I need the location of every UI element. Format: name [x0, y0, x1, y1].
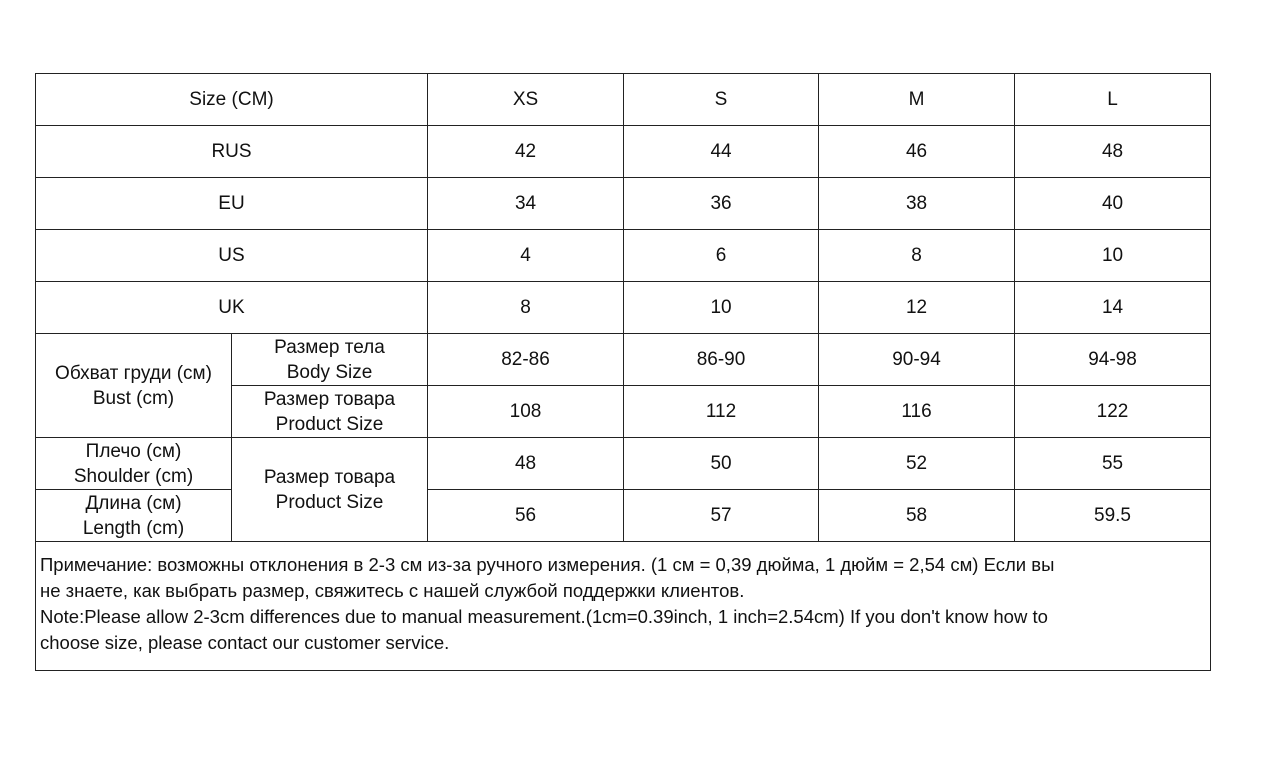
note-row — [36, 542, 1211, 671]
body-size-label-en: Body Size — [286, 361, 373, 383]
shoulder-value-s: 50 — [624, 438, 819, 490]
length-value-m: 58 — [819, 490, 1015, 542]
eu-value-s: 36 — [624, 178, 819, 230]
shoulder-label-en: Shoulder (cm) — [73, 465, 194, 487]
note-ru-line-1: Примечание: возможны отклонения в 2-3 см из-за ручного измерения. (1 см = 0,39 дюйма, 1 дюйм = 2,54 см) Если вы — [40, 554, 1055, 575]
size-header-m: M — [819, 74, 1015, 126]
bust-product-value-s: 112 — [624, 386, 819, 438]
note-en-line-2: choose size, please contact our customer service. — [40, 632, 450, 653]
length-value-xs: 56 — [428, 490, 624, 542]
product-size-merged-label — [232, 438, 428, 542]
uk-value-xs: 8 — [428, 282, 624, 334]
bust-label-en: Bust (cm) — [92, 387, 175, 409]
uk-row — [36, 282, 1211, 334]
bust-label-ru: Обхват груди (см) — [55, 362, 212, 384]
uk-value-m: 12 — [819, 282, 1015, 334]
bust-body-value-xs: 82-86 — [428, 334, 624, 386]
uk-value-s: 10 — [624, 282, 819, 334]
shoulder-value-xs: 48 — [428, 438, 624, 490]
size-header-xs: XS — [428, 74, 624, 126]
rus-value-xs: 42 — [428, 126, 624, 178]
us-row — [36, 230, 1211, 282]
eu-label: EU — [36, 178, 428, 230]
product-size-label-ru: Размер товара — [263, 388, 396, 410]
eu-value-xs: 34 — [428, 178, 624, 230]
size-header-s: S — [624, 74, 819, 126]
size-chart-table — [35, 73, 1211, 671]
us-value-l: 10 — [1015, 230, 1211, 282]
product-size-label-en: Product Size — [275, 413, 384, 435]
shoulder-label — [36, 438, 232, 490]
bust-body-value-l: 94-98 — [1015, 334, 1211, 386]
rus-value-s: 44 — [624, 126, 819, 178]
bust-body-value-m: 90-94 — [819, 334, 1015, 386]
rus-value-m: 46 — [819, 126, 1015, 178]
us-value-xs: 4 — [428, 230, 624, 282]
length-label-en: Length (cm) — [82, 517, 185, 539]
shoulder-value-l: 55 — [1015, 438, 1211, 490]
body-size-label-ru: Размер тела — [274, 336, 385, 358]
product-size-merged-ru: Размер товара — [263, 466, 396, 488]
eu-value-l: 40 — [1015, 178, 1211, 230]
length-value-s: 57 — [624, 490, 819, 542]
rus-row — [36, 126, 1211, 178]
product-size-merged-en: Product Size — [275, 491, 384, 513]
us-value-m: 8 — [819, 230, 1015, 282]
bust-label — [36, 334, 232, 438]
measurement-note — [36, 542, 1211, 671]
bust-body-row — [36, 334, 1211, 386]
shoulder-row — [36, 438, 1211, 490]
us-value-s: 6 — [624, 230, 819, 282]
length-row — [36, 490, 1211, 542]
rus-value-l: 48 — [1015, 126, 1211, 178]
length-value-l: 59.5 — [1015, 490, 1211, 542]
header-row — [36, 74, 1211, 126]
bust-product-value-xs: 108 — [428, 386, 624, 438]
note-en-line-1: Note:Please allow 2-3cm differences due to manual measurement.(1cm=0.39inch, 1 inch=2.54cm) If you don't know how to — [40, 606, 1048, 627]
eu-row — [36, 178, 1211, 230]
body-size-label — [232, 334, 428, 386]
bust-product-value-m: 116 — [819, 386, 1015, 438]
shoulder-label-ru: Плечо (см) — [85, 440, 182, 462]
us-label: US — [36, 230, 428, 282]
size-header-l: L — [1015, 74, 1211, 126]
size-header-label: Size (CM) — [36, 74, 428, 126]
shoulder-value-m: 52 — [819, 438, 1015, 490]
product-size-label — [232, 386, 428, 438]
eu-value-m: 38 — [819, 178, 1015, 230]
rus-label: RUS — [36, 126, 428, 178]
uk-label: UK — [36, 282, 428, 334]
length-label-ru: Длина (см) — [85, 492, 182, 514]
note-ru-line-2: не знаете, как выбрать размер, свяжитесь с нашей службой поддержки клиентов. — [40, 580, 745, 601]
bust-product-value-l: 122 — [1015, 386, 1211, 438]
uk-value-l: 14 — [1015, 282, 1211, 334]
bust-body-value-s: 86-90 — [624, 334, 819, 386]
length-label — [36, 490, 232, 542]
